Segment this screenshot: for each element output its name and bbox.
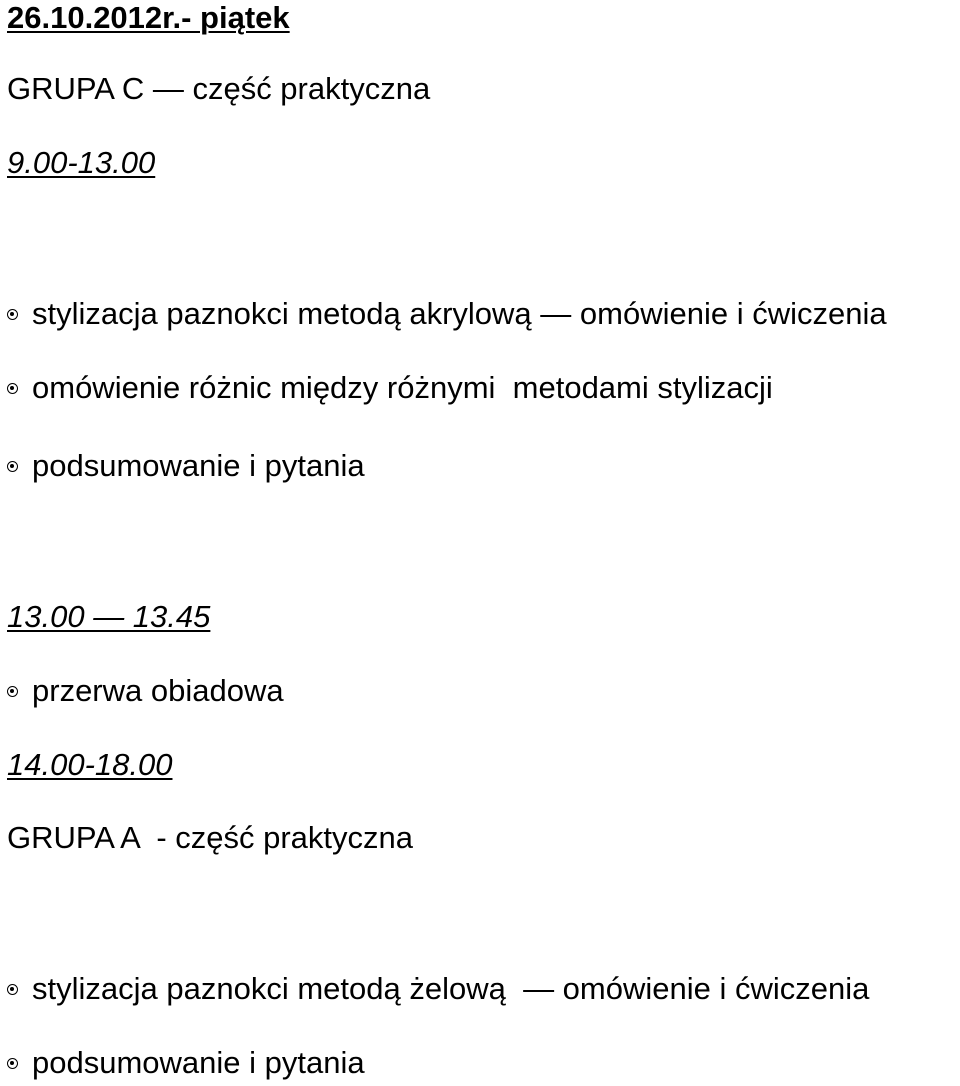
list-item bbox=[0, 448, 365, 484]
group-a-time: 14.00-18.00 bbox=[7, 747, 173, 782]
list-item bbox=[0, 971, 869, 1007]
list-item-text: podsumowanie i pytania bbox=[32, 448, 365, 483]
bullet-icon bbox=[7, 1058, 18, 1069]
list-item-text: stylizacja paznokci metodą żelową — omówienie i ćwiczenia bbox=[32, 971, 870, 1006]
group-c-time: 9.00-13.00 bbox=[7, 145, 156, 180]
list-item bbox=[0, 673, 284, 709]
list-item-text: przerwa obiadowa bbox=[32, 673, 284, 708]
list-item bbox=[0, 370, 773, 406]
group-c-title: GRUPA C — część praktyczna bbox=[7, 71, 431, 106]
group-a-title: GRUPA A - część praktyczna bbox=[7, 820, 414, 855]
list-item bbox=[0, 296, 887, 332]
list-item-text: podsumowanie i pytania bbox=[32, 1045, 365, 1080]
bullet-icon bbox=[7, 984, 18, 995]
bullet-icon bbox=[7, 383, 18, 394]
bullet-icon bbox=[7, 686, 18, 697]
bullet-icon bbox=[7, 309, 18, 320]
page-title: 26.10.2012r.- piątek bbox=[7, 0, 290, 35]
bullet-icon bbox=[7, 461, 18, 472]
list-item-text: omówienie różnic między różnymi metodami stylizacji bbox=[32, 370, 773, 405]
list-item bbox=[0, 1045, 365, 1081]
list-item-text: stylizacja paznokci metodą akrylową — omówienie i ćwiczenia bbox=[32, 296, 887, 331]
break-time: 13.00 — 13.45 bbox=[7, 599, 211, 634]
